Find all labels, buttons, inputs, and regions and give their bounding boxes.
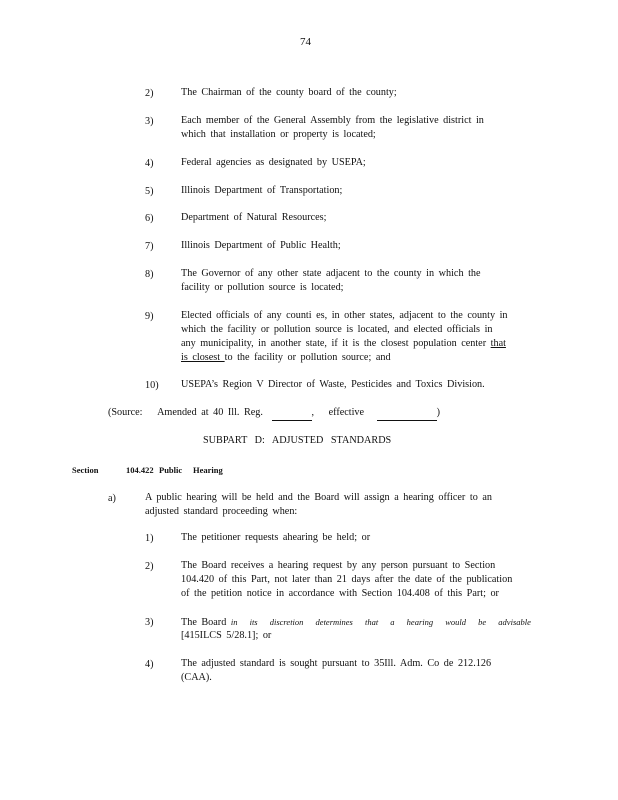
item-number: 3) bbox=[145, 617, 154, 628]
paragraph-number: a) bbox=[108, 493, 116, 504]
item-number: 2) bbox=[145, 88, 154, 99]
section-label: Section bbox=[72, 465, 99, 475]
item-text: which the facility or pollution source is located, and elected officials in bbox=[181, 324, 493, 335]
item-number: 9) bbox=[145, 311, 154, 322]
item-text: [415ILCS 5/28.1]; or bbox=[181, 630, 272, 641]
item-number: 6) bbox=[145, 213, 154, 224]
item-text: Department of Natural Resources; bbox=[181, 212, 327, 223]
source-prefix: (Source: bbox=[108, 407, 143, 418]
item-number: 4) bbox=[145, 659, 154, 670]
italic-statute-text: in its discretion determines that a hearing would be advisable bbox=[230, 617, 531, 627]
item-number: 1) bbox=[145, 533, 154, 544]
item-number: 7) bbox=[145, 241, 154, 252]
item-text: any municipality, in another state, if it is the closest population center bbox=[181, 338, 487, 349]
volume-blank bbox=[272, 410, 312, 421]
source-comma: , bbox=[311, 407, 315, 418]
source-text: Amended at 40 Ill. Reg. bbox=[157, 407, 263, 418]
item-text: Elected officials of any counti es, in other states, adjacent to the county in bbox=[181, 310, 508, 321]
item-text: The petitioner requests ahearing be held; or bbox=[181, 532, 371, 543]
item-text: The Governor of any other state adjacent to the county in which the bbox=[181, 268, 481, 279]
paragraph-text: adjusted standard proceeding when: bbox=[145, 506, 298, 517]
item-text: Illinois Department of Transportation; bbox=[181, 185, 343, 196]
item-text-line bbox=[181, 337, 506, 352]
item-number: 4) bbox=[145, 158, 154, 169]
item-text: Each member of the General Assembly from the legislative district in bbox=[181, 115, 484, 126]
item-text: 104.420 of this Part, not later than 21 days after the date of the publication bbox=[181, 574, 513, 585]
item-text: The Board receives a hearing request by any person pursuant to Section bbox=[181, 560, 496, 571]
item-number: 3) bbox=[145, 116, 154, 127]
item-number: 10) bbox=[145, 380, 159, 391]
item-text: of the petition notice in accordance with Section 104.408 of this Part; or bbox=[181, 588, 499, 599]
item-text: facility or pollution source is located; bbox=[181, 282, 344, 293]
item-text: which that installation or property is located; bbox=[181, 129, 376, 140]
date-blank bbox=[377, 410, 437, 421]
source-close: ) bbox=[436, 407, 440, 418]
section-title: Public bbox=[159, 465, 183, 475]
item-number: 5) bbox=[145, 186, 154, 197]
underlined-text: is closest bbox=[181, 352, 225, 363]
item-text: The Board bbox=[181, 617, 227, 628]
underlined-text: that bbox=[490, 338, 506, 349]
paragraph-text: A public hearing will be held and the Board will assign a hearing officer to an bbox=[145, 492, 492, 503]
item-text: The Chairman of the county board of the county; bbox=[181, 87, 397, 98]
page-number: 74 bbox=[300, 36, 311, 48]
item-text-line bbox=[181, 351, 391, 366]
item-number: 8) bbox=[145, 269, 154, 280]
source-note bbox=[108, 406, 440, 421]
item-text: The adjusted standard is sought pursuant to 35Ill. Adm. Co de 212.126 bbox=[181, 658, 492, 669]
subpart-heading: SUBPART D: ADJUSTED STANDARDS bbox=[203, 435, 392, 446]
item-number: 2) bbox=[145, 561, 154, 572]
section-number: 104.422 bbox=[126, 465, 154, 475]
source-effective: effective bbox=[328, 407, 365, 418]
item-text: to the facility or pollution source; and bbox=[224, 352, 391, 363]
item-text: Illinois Department of Public Health; bbox=[181, 240, 341, 251]
item-text: (CAA). bbox=[181, 672, 212, 683]
section-title: Hearing bbox=[193, 465, 223, 475]
item-text: Federal agencies as designated by USEPA; bbox=[181, 157, 366, 168]
item-text: USEPA’s Region V Director of Waste, Pesticides and Toxics Division. bbox=[181, 379, 485, 390]
